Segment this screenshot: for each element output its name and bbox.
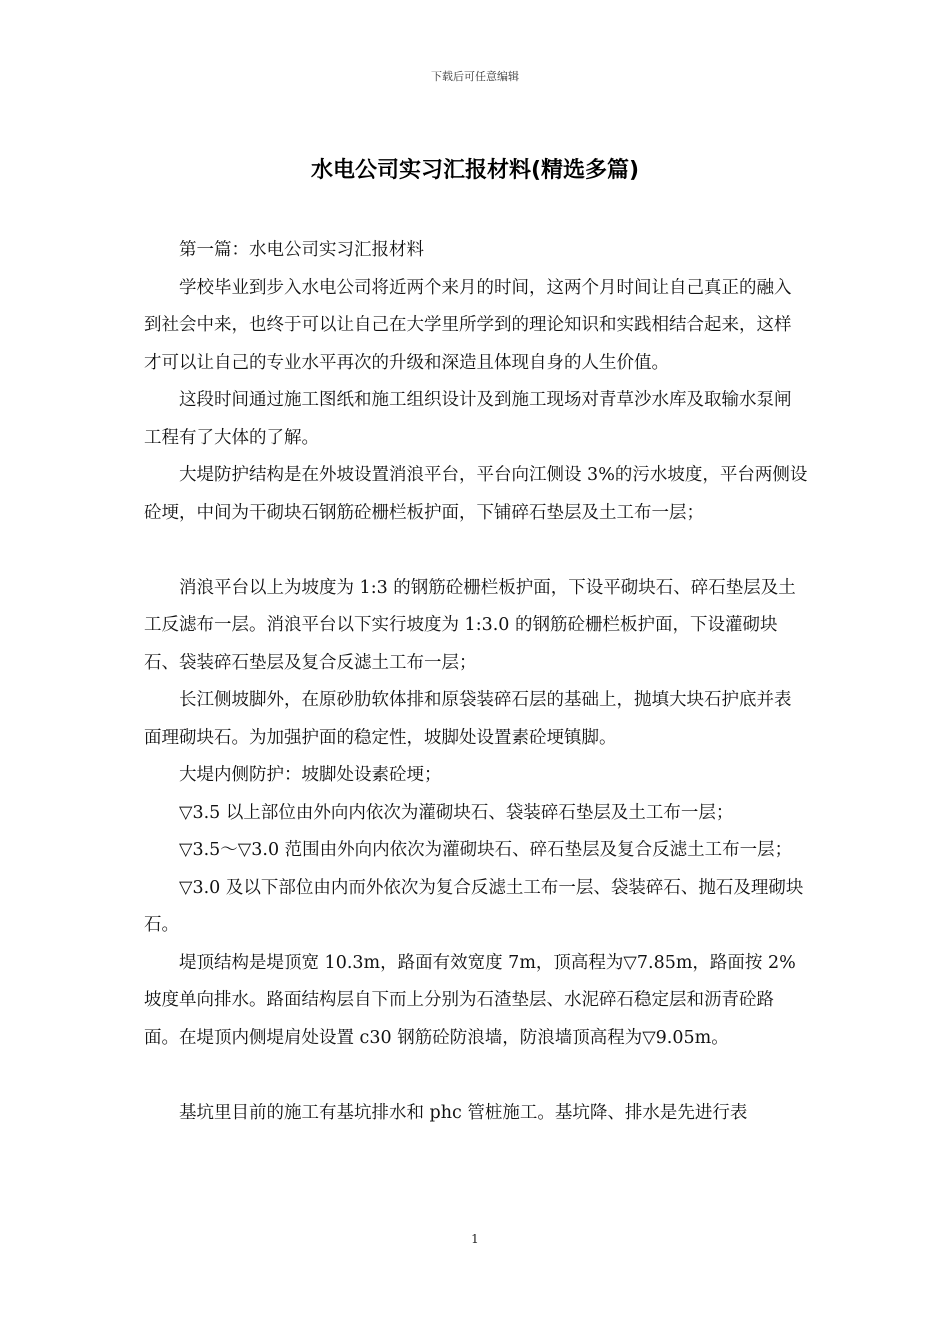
header-note: 下载后可任意编辑 [431, 70, 519, 83]
paragraph: ▽3.5～▽3.0 范围由外向内依次为灌砌块石、碎石垫层及复合反滤土工布一层； [179, 840, 793, 860]
paragraph: 学校毕业到步入水电公司将近两个来月的时间，这两个月时间让自己真正的融入到社会中来，也终于可以让自己在大学里所学到的理论知识和实践相结合起来，这样才可以让自己的专业水平再次的升级和深造且体现自身的人生价值。 [144, 277, 792, 373]
paragraph-gap [144, 532, 808, 570]
paragraph: 长江侧坡脚外，在原砂肋软体排和原袋装碎石层的基础上，抛填大块石护底并表面理砌块石。为加强护面的稳定性，坡脚处设置素砼埂镇脚。 [144, 690, 792, 748]
paragraph: 堤顶结构是堤顶宽 10.3m，路面有效宽度 7m，顶高程为▽7.85m，路面按 2%坡度单向排水。路面结构层自下而上分别为石渣垫层、水泥碎石稳定层和沥青砼路面。在堤顶内侧堤肩处设置 c30 钢筋砼防浪墙，防浪墙顶高程为▽9.05m。 [144, 952, 796, 1048]
paragraph: 大堤防护结构是在外坡设置消浪平台，平台向江侧设 3%的污水坡度，平台两侧设砼埂，中间为干砌块石钢筋砼栅栏板护面，下铺碎石垫层及土工布一层； [144, 465, 808, 523]
document-title: 水电公司实习汇报材料(精选多篇) [310, 158, 640, 183]
paragraph: ▽3.0 及以下部位由内而外依次为复合反滤土工布一层、袋装碎石、抛石及理砌块石。 [144, 877, 804, 935]
page-number: 1 [471, 1232, 479, 1246]
paragraph: 大堤内侧防护：坡脚处设素砼埂； [179, 765, 442, 785]
paragraph: 这段时间通过施工图纸和施工组织设计及到施工现场对青草沙水库及取输水泵闸工程有了大体的了解。 [144, 390, 792, 448]
document-body [144, 232, 808, 1132]
paragraph: 基坑里目前的施工有基坑排水和 phc 管桩施工。基坑降、排水是先进行表 [179, 1102, 748, 1123]
section-heading: 第一篇：水电公司实习汇报材料 [179, 240, 424, 260]
paragraph-gap [144, 1057, 808, 1095]
paragraph: 消浪平台以上为坡度为 1:3 的钢筋砼栅栏板护面，下设平砌块石、碎石垫层及土工反滤布一层。消浪平台以下实行坡度为 1:3.0 的钢筋砼栅栏板护面，下设灌砌块石、袋装碎石垫层及复合反滤土工布一层； [144, 577, 796, 673]
paragraph: ▽3.5 以上部位由外向内依次为灌砌块石、袋装碎石垫层及土工布一层； [179, 802, 734, 823]
